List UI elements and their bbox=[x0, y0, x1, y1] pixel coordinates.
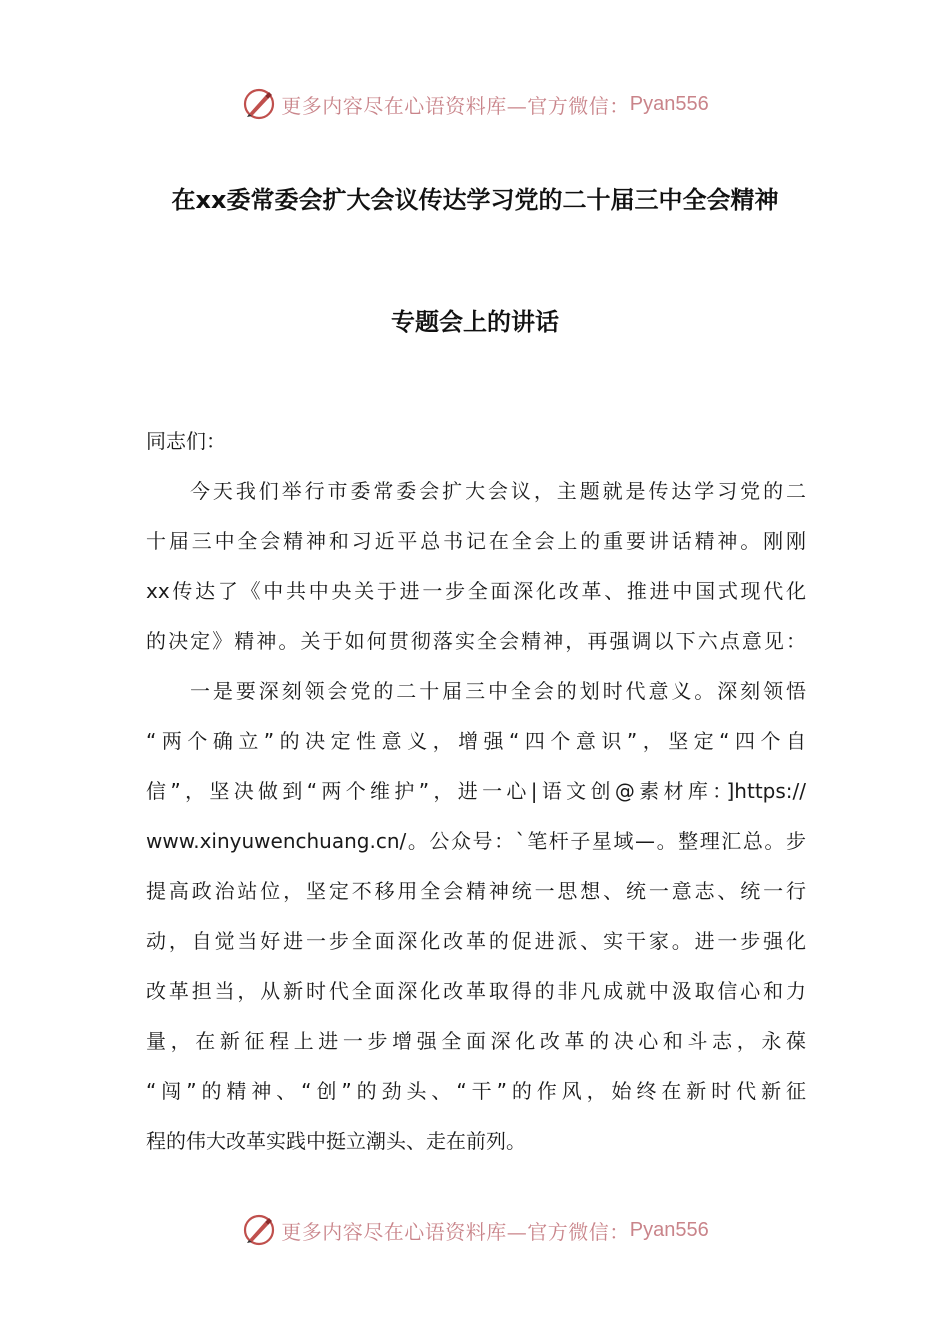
paragraph-line: 程的伟大改革实践中挺立潮头、走在前列。 bbox=[146, 1129, 526, 1153]
document-title-line-2: 专题会上的讲话 bbox=[391, 308, 559, 336]
paragraph-line: 动，自觉当好进一步全面深化改革的促进派、实干家。进一步强化 bbox=[146, 929, 806, 953]
paragraph-line: 提高政治站位，坚定不移用全会精神统一思想、统一意志、统一行 bbox=[146, 879, 806, 903]
pen-logo-icon bbox=[241, 1212, 277, 1248]
banner-wechat-id: Pyan556 bbox=[629, 92, 709, 115]
paragraph-line: xx传达了《中共中央关于进一步全面深化改革、推进中国式现代化 bbox=[146, 579, 806, 603]
document-body bbox=[146, 416, 806, 1166]
paragraph-line: www.xinyuwenchuang.cn/。公众号：`笔杆子星域—。整理汇总。步 bbox=[146, 829, 806, 853]
paragraph-line: “闯”的精神、“创”的劲头、“干”的作风，始终在新时代新征 bbox=[146, 1079, 806, 1103]
document-title-line-1: 在xx委常委会扩大会议传达学习党的二十届三中全会精神 bbox=[171, 186, 779, 214]
footer-watermark-banner bbox=[0, 1210, 950, 1250]
banner-text: 更多内容尽在心语资料库—官方微信： bbox=[281, 93, 630, 118]
paragraph-line: 的决定》精神。关于如何贯彻落实全会精神，再强调以下六点意见： bbox=[146, 629, 806, 653]
paragraph-line: 一是要深刻领会党的二十届三中全会的划时代意义。深刻领悟 bbox=[190, 679, 806, 703]
salutation: 同志们： bbox=[146, 429, 226, 453]
paragraph-line: 十届三中全会精神和习近平总书记在全会上的重要讲话精神。刚刚 bbox=[146, 529, 806, 553]
paragraph-line: 今天我们举行市委常委会扩大会议，主题就是传达学习党的二 bbox=[190, 479, 806, 503]
paragraph-line: 量，在新征程上进一步增强全面深化改革的决心和斗志，永葆 bbox=[146, 1029, 806, 1053]
paragraph-2 bbox=[146, 666, 806, 1166]
header-watermark-banner bbox=[0, 84, 950, 124]
paragraph-line: “两个确立”的决定性意义，增强“四个意识”，坚定“四个自 bbox=[146, 729, 806, 753]
banner-text: 更多内容尽在心语资料库—官方微信： bbox=[281, 1219, 630, 1244]
pen-logo-icon bbox=[241, 86, 277, 122]
paragraph-line: 信”，坚决做到“两个维护”，进一心|语文创@素材库：]https:// bbox=[146, 779, 806, 803]
banner-wechat-id: Pyan556 bbox=[629, 1218, 709, 1241]
paragraph-line: 改革担当，从新时代全面深化改革取得的非凡成就中汲取信心和力 bbox=[146, 979, 806, 1003]
paragraph-1 bbox=[146, 466, 806, 666]
